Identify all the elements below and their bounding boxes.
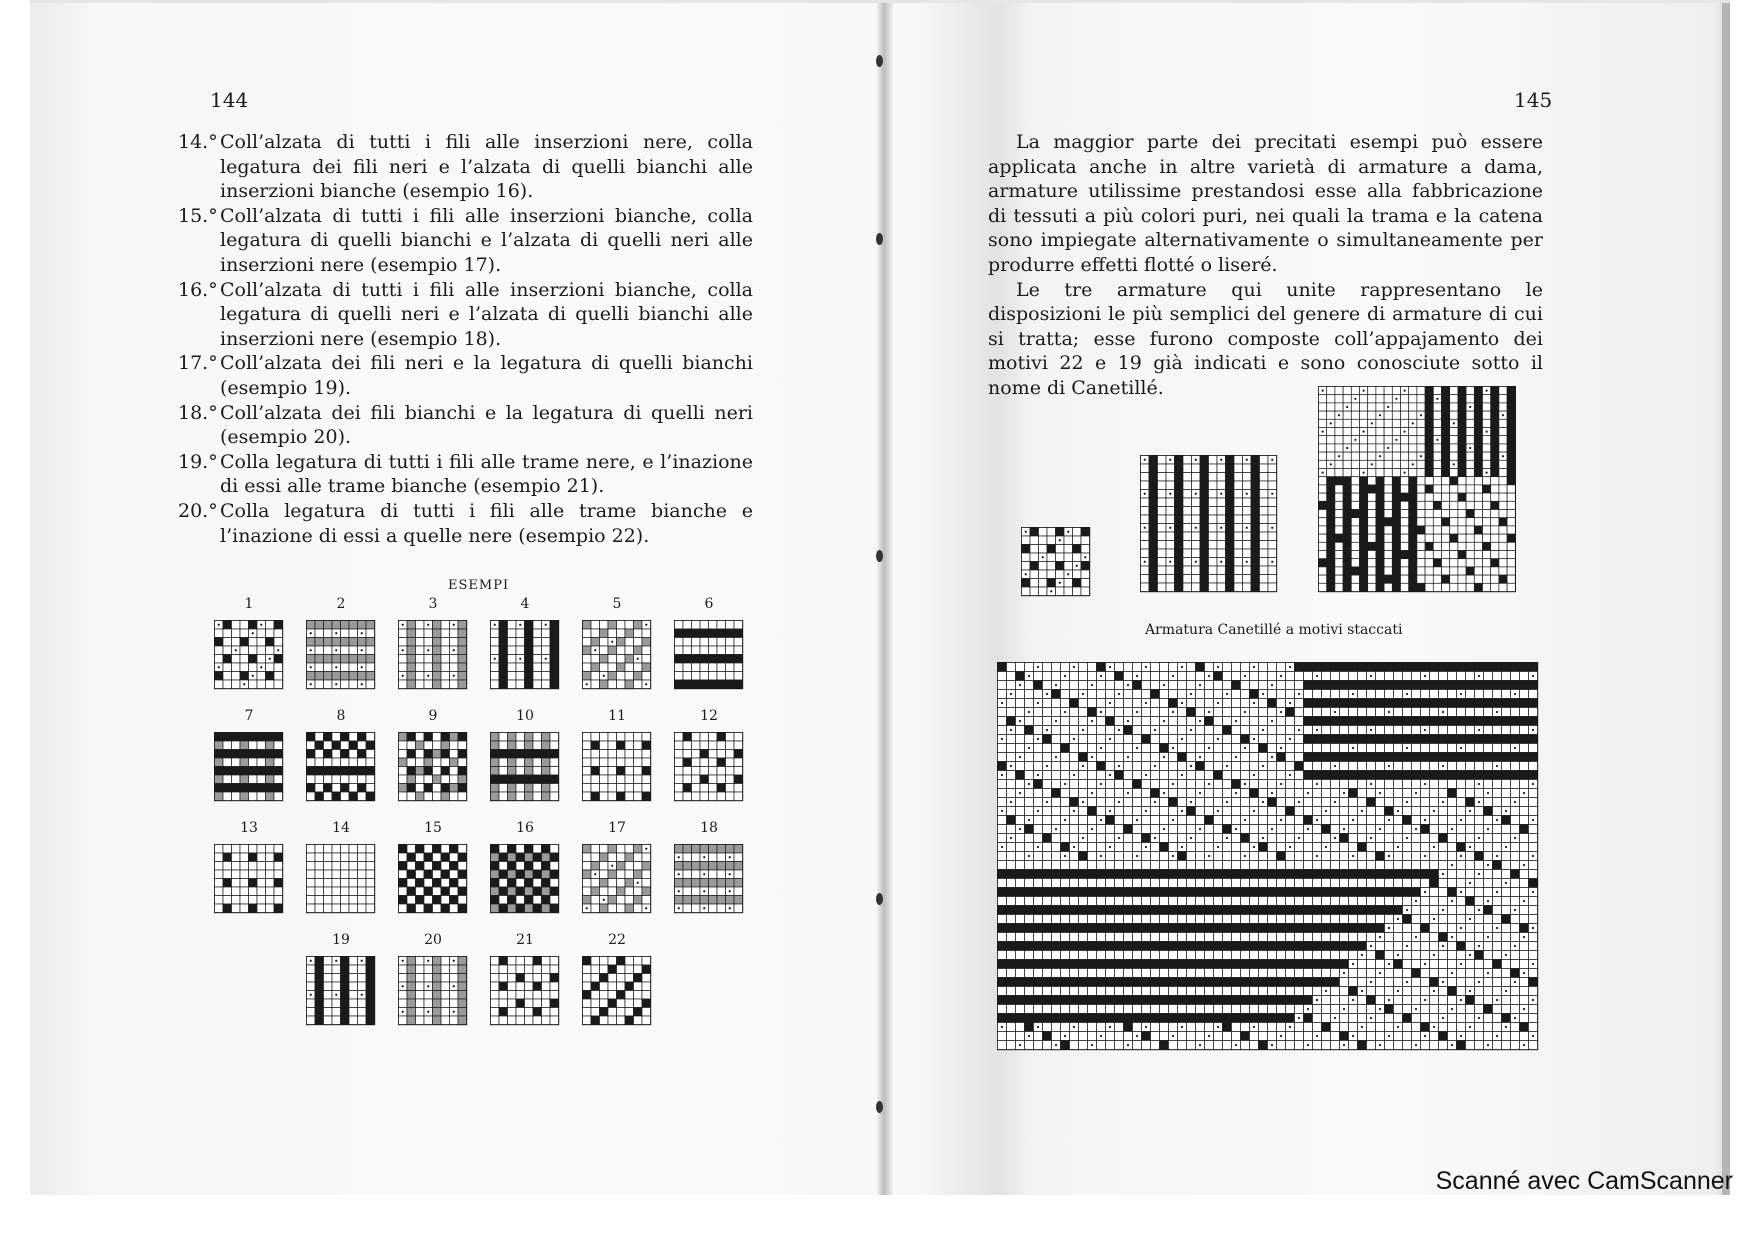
- weave-example: [490, 820, 560, 914]
- weave-diagram: [490, 956, 560, 1026]
- weave-example: [214, 596, 284, 690]
- canetille-pattern-diagram: [997, 662, 1542, 1054]
- paragraph: La maggior parte dei precitati esempi può essere applicata anche in altre varietà di armature a dama, armature utilissime prestandosi esse alla fabbricazione di tessuti a più colori puri, nei quali la trama e la catena sono impiegate alternativamente o simultaneamente per produrre effetti flotté o liseré.: [988, 131, 1543, 276]
- examples-title: ESEMPI: [448, 578, 510, 593]
- weave-example: [398, 820, 468, 914]
- weave-example: [398, 708, 468, 802]
- item-text: Coll’alzata di tutti i fili alle inserzioni bianche, colla legatura di quelli neri e l’alzata di quelli bianchi alle inserzioni nere (esempio 18).: [220, 278, 753, 350]
- example-number: 21: [516, 932, 534, 948]
- weave-example: [306, 708, 376, 802]
- weave-diagram: [214, 620, 284, 690]
- example-number: 13: [240, 820, 258, 836]
- weave-diagram: [674, 620, 744, 690]
- weave-example: [398, 596, 468, 690]
- weave-diagram: [582, 956, 652, 1026]
- binding-stitch: [876, 233, 883, 245]
- canetille-small-diagram: [1021, 527, 1093, 599]
- item-number: 16.°: [178, 278, 218, 301]
- list-item: [178, 204, 753, 278]
- binding-stitch: [876, 55, 883, 67]
- weave-example: [214, 708, 284, 802]
- weave-diagram: [306, 844, 376, 914]
- right-page-text: [988, 130, 1543, 401]
- weave-example: [214, 820, 284, 914]
- weave-example: [582, 708, 652, 802]
- list-item: [178, 401, 753, 450]
- weave-diagram: [306, 956, 376, 1026]
- example-number: 9: [428, 708, 438, 724]
- weave-example: [582, 820, 652, 914]
- item-text: Coll’alzata dei fili bianchi e la legatura di quelli neri (esempio 20).: [220, 401, 753, 449]
- example-number: 18: [700, 820, 718, 836]
- weave-diagram: [582, 844, 652, 914]
- left-page-number: 144: [210, 88, 249, 112]
- weave-diagram: [214, 732, 284, 802]
- item-text: Coll’alzata di tutti i fili alle inserzioni nere, colla legatura dei fili neri e l’alzata di quelli bianchi alle inserzioni bianche (esempio 16).: [220, 131, 753, 203]
- weave-diagram: [306, 732, 376, 802]
- weave-diagram: [398, 620, 468, 690]
- example-number: 3: [428, 596, 438, 612]
- example-number: 12: [700, 708, 718, 724]
- item-number: 19.°: [178, 450, 218, 473]
- example-number: 11: [608, 708, 626, 724]
- example-number: 20: [424, 932, 442, 948]
- page-edge: [1722, 3, 1730, 1195]
- canetille-medium-diagram: [1140, 455, 1280, 599]
- example-number: 1: [244, 596, 254, 612]
- weave-diagram: [214, 844, 284, 914]
- weave-diagram: [306, 620, 376, 690]
- weave-diagram: [398, 844, 468, 914]
- weave-example: [490, 932, 560, 1026]
- weave-diagram: [398, 732, 468, 802]
- list-item: [178, 130, 753, 204]
- example-number: 8: [336, 708, 346, 724]
- weave-diagram: [582, 620, 652, 690]
- binding-stitch: [876, 893, 883, 905]
- item-text: Colla legatura di tutti i fili alle trame nere, e l’inazione di essi alle trame bianche (esempio 21).: [220, 450, 753, 498]
- example-number: 15: [424, 820, 442, 836]
- binding-stitch: [876, 1101, 883, 1113]
- item-text: Coll’alzata di tutti i fili alle inserzioni bianche, colla legatura di quelli bianchi e l’alzata di quelli neri alle inserzioni nere (esempio 17).: [220, 204, 753, 276]
- weave-example: [306, 932, 376, 1026]
- weave-example: [674, 708, 744, 802]
- item-number: 18.°: [178, 401, 218, 424]
- example-number: 4: [520, 596, 530, 612]
- weave-example: [674, 820, 744, 914]
- weave-diagram: [582, 732, 652, 802]
- weave-example: [582, 596, 652, 690]
- list-item: [178, 450, 753, 499]
- weave-example: [490, 596, 560, 690]
- right-page-number: 145: [1514, 88, 1553, 112]
- item-number: 17.°: [178, 352, 218, 375]
- canetille-large-diagram: [1318, 386, 1518, 598]
- list-item: [178, 278, 753, 352]
- weave-diagram: [398, 956, 468, 1026]
- example-number: 19: [332, 932, 350, 948]
- example-number: 22: [608, 932, 626, 948]
- list-item: [178, 351, 753, 400]
- example-number: 14: [332, 820, 350, 836]
- item-number: 15.°: [178, 204, 218, 227]
- example-number: 2: [336, 596, 346, 612]
- item-text: Coll’alzata dei fili neri e la legatura di quelli bianchi (esempio 19).: [220, 352, 753, 399]
- figure-caption: Armatura Canetillé a motivi staccati: [1145, 622, 1403, 638]
- binding-stitch: [876, 550, 883, 562]
- weave-diagram: [674, 844, 744, 914]
- weave-example: [306, 596, 376, 690]
- weave-diagram: [490, 620, 560, 690]
- weave-example: [398, 932, 468, 1026]
- weave-diagram: [674, 732, 744, 802]
- example-number: 10: [516, 708, 534, 724]
- example-number: 17: [608, 820, 626, 836]
- example-number: 6: [704, 596, 714, 612]
- example-number: 5: [612, 596, 622, 612]
- book-gutter: [877, 3, 893, 1195]
- item-text: Colla legatura di tutti i fili alle trame bianche e l’inazione di essi a quelle nere (esempio 22).: [220, 499, 753, 547]
- item-number: 14.°: [178, 131, 218, 153]
- weave-example: [674, 596, 744, 690]
- weave-example: [582, 932, 652, 1026]
- camscanner-watermark: Scanné avec CamScanner: [1435, 1167, 1733, 1195]
- left-page-text: [178, 130, 753, 548]
- weave-example: [490, 708, 560, 802]
- paragraph: Le tre armature qui unite rappresentano le disposizioni le più semplici del genere di armature di cui si tratta; esse furono composte coll’appajamento dei motivi 22 e 19 già indicati e sono conosciute sotto il nome di Canetillé.: [988, 278, 1543, 399]
- list-item: [178, 499, 753, 548]
- weave-diagram: [490, 732, 560, 802]
- example-number: 16: [516, 820, 534, 836]
- weave-example: [306, 820, 376, 914]
- example-number: 7: [244, 708, 254, 724]
- item-number: 20.°: [178, 499, 218, 522]
- weave-diagram: [490, 844, 560, 914]
